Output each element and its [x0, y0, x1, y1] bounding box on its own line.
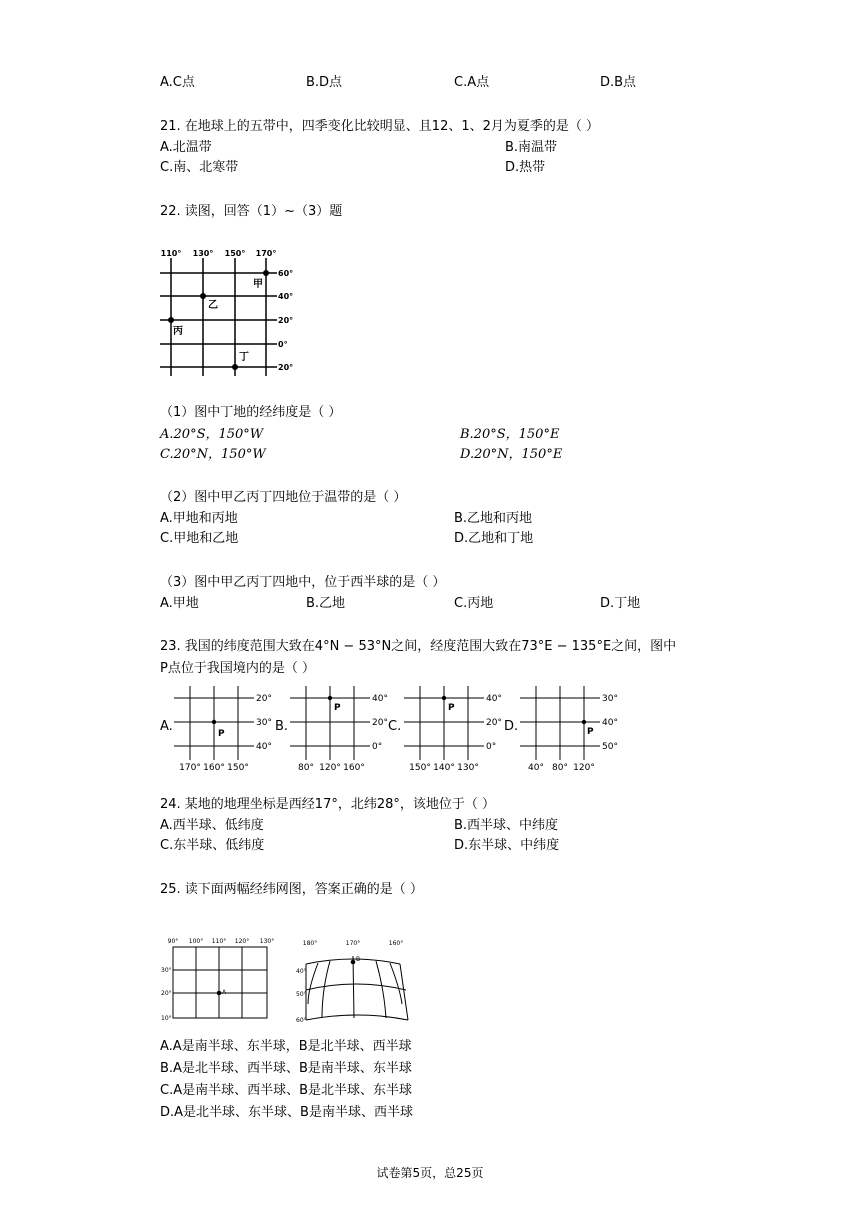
q22-sub3-option-b: B.乙地 — [306, 596, 346, 611]
q23-c-lat: 0° — [486, 742, 497, 752]
q20-option-c: C.A点 — [454, 75, 490, 90]
q23-stem-line2: P点位于我国境内的是（ ） — [160, 661, 315, 676]
q23-a-point-label: P — [218, 729, 225, 739]
q23-b-lon: 120° — [319, 763, 341, 773]
q23-c-point-label: P — [448, 703, 455, 713]
q23-c-lat: 40° — [486, 694, 502, 704]
q24-option-b: B.西半球、中纬度 — [454, 818, 559, 833]
q22-sub1-option-b: B.20°S，150°E — [460, 427, 560, 442]
q23-a-lat: 20° — [256, 694, 272, 704]
q22-label-jia: 甲 — [253, 279, 263, 290]
q22-sub1-option-a: A.20°S，150°W — [160, 427, 264, 442]
q23-d-lon: 80° — [552, 763, 568, 773]
q22-point-jia — [263, 270, 269, 276]
q23-d-point-label: P — [587, 727, 594, 737]
q22-sub3-option-d: D.丁地 — [600, 596, 641, 611]
q22-lon-label: 170° — [255, 249, 277, 258]
q22-sub2-option-a: A.甲地和丙地 — [160, 511, 238, 526]
q22-lat-label: 60° — [278, 269, 294, 278]
q25-b-lon: 160° — [388, 940, 404, 947]
q22-lon-label: 110° — [160, 249, 182, 258]
q25-option-d: D.A是北半球、东半球、B是南半球、西半球 — [160, 1105, 413, 1120]
q25-a-lat: 10° — [161, 1015, 172, 1022]
q25-b-lon: 180° — [302, 940, 318, 947]
q22-sub2-option-c: C.甲地和乙地 — [160, 531, 239, 546]
q23-stem-line1: 23. 我国的纬度范围大致在4°N − 53°N之间，经度范围大致在73°E − 135°E之间，图中 — [160, 639, 677, 654]
q25-a-point — [217, 991, 222, 996]
q22-point-yi — [200, 293, 206, 299]
q23-c-lat: 20° — [486, 718, 502, 728]
q25-b-lat: 50° — [296, 991, 307, 998]
q25-a-lon: 90° — [167, 938, 179, 945]
q21-option-b: B.南温带 — [505, 140, 558, 155]
q22-sub3-stem: （3）图中甲乙丙丁四地中，位于西半球的是（ ） — [160, 575, 446, 590]
q23-d-point — [582, 720, 586, 724]
q22-stem: 22. 读图，回答（1）~（3）题 — [160, 204, 343, 219]
q23-b-point-label: P — [334, 703, 341, 713]
q23-b-lon: 80° — [298, 763, 314, 773]
q23-b-point — [328, 696, 332, 700]
q23-option-c-letter: C. — [388, 719, 402, 734]
q24-option-d: D.东半球、中纬度 — [454, 838, 560, 853]
q23-grid-a — [174, 686, 274, 772]
q23-b-lat: 40° — [372, 694, 388, 704]
q23-d-lon: 120° — [573, 763, 595, 773]
q25-map-a — [160, 934, 278, 1026]
q23-a-lon: 150° — [227, 763, 249, 773]
q23-c-lon: 140° — [433, 763, 455, 773]
q25-a-lon: 130° — [259, 938, 275, 945]
q23-c-point — [442, 696, 446, 700]
q25-b-lat: 40° — [296, 968, 307, 975]
q23-option-b-letter: B. — [275, 719, 289, 734]
q25-stem: 25. 读下面两幅经纬网图，答案正确的是（ ） — [160, 882, 423, 897]
q22-lat-label: 20° — [278, 363, 294, 372]
q23-b-lat: 20° — [372, 718, 388, 728]
q22-sub1-option-d: D.20°N，150°E — [460, 447, 563, 462]
q25-map-b — [296, 934, 416, 1026]
q23-d-lat: 40° — [602, 718, 618, 728]
q20-option-b: B.D点 — [306, 75, 343, 90]
q22-lat-label: 40° — [278, 292, 294, 301]
q20-option-a: A.C点 — [160, 75, 195, 90]
q23-c-lon: 130° — [457, 763, 479, 773]
q23-d-lat: 50° — [602, 742, 618, 752]
q22-graticule-map — [155, 246, 305, 378]
q25-option-c: C.A是南半球、西半球、B是北半球、东半球 — [160, 1083, 413, 1098]
q25-b-point-label: B — [356, 956, 361, 963]
q22-sub3-option-a: A.甲地 — [160, 596, 199, 611]
q21-stem: 21. 在地球上的五带中，四季变化比较明显、且12、1、2月为夏季的是（ ） — [160, 119, 600, 134]
q24-stem: 24. 某地的地理坐标是西经17°，北纬28°，该地位于（ ） — [160, 797, 496, 812]
q23-grid-c — [404, 686, 504, 772]
q22-lat-label: 20° — [278, 316, 294, 325]
q25-a-lon: 100° — [188, 938, 204, 945]
q23-option-d-letter: D. — [504, 719, 519, 734]
q25-a-point-label: A — [222, 989, 227, 996]
q25-b-lat: 60° — [296, 1017, 307, 1024]
page-footer: 试卷第5页，总25页 — [376, 1166, 484, 1180]
q23-c-lon: 150° — [409, 763, 431, 773]
q21-option-c: C.南、北寒带 — [160, 160, 239, 175]
q25-b-point — [351, 960, 356, 965]
q21-option-d: D.热带 — [505, 160, 546, 175]
q22-label-ding: 丁 — [239, 352, 249, 363]
q25-a-lon: 120° — [234, 938, 250, 945]
q23-grid-b — [290, 686, 390, 772]
q25-a-lon: 110° — [211, 938, 227, 945]
q21-option-a: A.北温带 — [160, 140, 212, 155]
q23-grid-d — [520, 686, 620, 772]
q25-b-lon: 170° — [345, 940, 361, 947]
q22-label-yi: 乙 — [208, 300, 218, 311]
q25-a-lat: 30° — [161, 967, 172, 974]
q24-option-a: A.西半球、低纬度 — [160, 818, 264, 833]
q22-sub2-option-d: D.乙地和丁地 — [454, 531, 534, 546]
q22-point-ding — [232, 364, 238, 370]
q23-b-lat: 0° — [372, 742, 383, 752]
q22-sub2-stem: （2）图中甲乙丙丁四地位于温带的是（ ） — [160, 490, 407, 505]
q22-label-bing: 丙 — [173, 326, 183, 337]
q23-a-lat: 40° — [256, 742, 272, 752]
q25-option-b: B.A是北半球、西半球、B是南半球、东半球 — [160, 1061, 412, 1076]
q24-option-c: C.东半球、低纬度 — [160, 838, 265, 853]
q23-a-lat: 30° — [256, 718, 272, 728]
q22-sub1-option-c: C.20°N，150°W — [160, 447, 266, 462]
q25-option-a: A.A是南半球、东半球，B是北半球、西半球 — [160, 1039, 412, 1054]
q22-sub3-option-c: C.丙地 — [454, 596, 494, 611]
q22-lon-label: 150° — [224, 249, 246, 258]
q23-option-a-letter: A. — [160, 719, 173, 734]
q23-a-lon: 160° — [203, 763, 225, 773]
q22-sub1-stem: （1）图中丁地的经纬度是（ ） — [160, 405, 342, 420]
q22-lat-label: 0° — [278, 340, 288, 349]
q22-lon-label: 130° — [192, 249, 214, 258]
q23-a-point — [212, 720, 216, 724]
q25-a-lat: 20° — [161, 990, 172, 997]
q23-d-lat: 30° — [602, 694, 618, 704]
q23-a-lon: 170° — [179, 763, 201, 773]
q23-d-lon: 40° — [528, 763, 544, 773]
q23-b-lon: 160° — [343, 763, 365, 773]
q22-sub2-option-b: B.乙地和丙地 — [454, 511, 533, 526]
q22-point-bing — [168, 317, 174, 323]
q20-option-d: D.B点 — [600, 75, 637, 90]
